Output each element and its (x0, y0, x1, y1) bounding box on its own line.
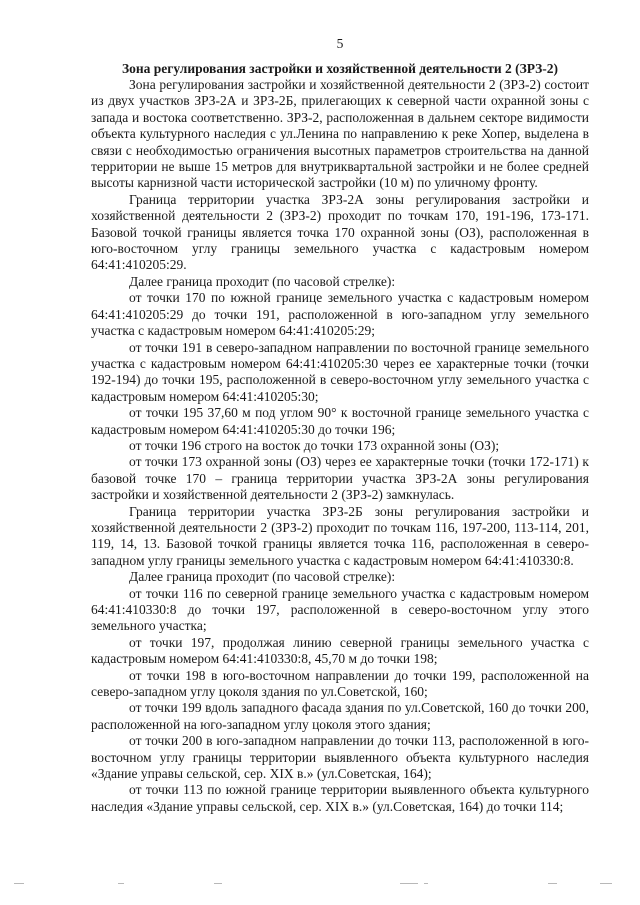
paragraph-point-113: от точки 113 по южной границе территории выявленного объекта культурного наследия «Здание управы сельской, сер. XIX в.» (ул.Советская, 164) до точки 114; (91, 782, 589, 814)
document-page (91, 36, 589, 815)
paragraph-point-170: от точки 170 по южной границе земельного участка с кадастровым номером 64:41:410205:29 до точки 191, расположенной в юго-западном углу земельного участка с кадастровым номером 64:41:410205:29; (91, 290, 589, 339)
paragraph-clockwise-note-2: Далее граница проходит (по часовой стрелке): (129, 569, 396, 585)
paragraph-point-199: от точки 199 вдоль западного фасада здания по ул.Советской, 160 до точки 200, расположенной на юго-западном углу цоколя этого здания; (91, 700, 589, 732)
scan-artifact-line (0, 878, 640, 890)
paragraph-clockwise-note: Далее граница проходит (по часовой стрелке): (129, 273, 396, 289)
paragraph-point-116: от точки 116 по северной границе земельного участка с кадастровым номером 64:41:410330:8 до точки 197, расположенной в северо-восточном углу этого земельного участка; (91, 585, 589, 634)
page-number: 5 (336, 36, 344, 51)
paragraph-point-191: от точки 191 в северо-западном направлении по восточной границе земельного участка с кадастровым номером 64:41:410205:30 через ее характерные точки (точки 192-194) до точки 195, расположенной в северо-восточном углу земельного участка с кадастровым номером 64:41:410205:30; (91, 339, 589, 404)
section-heading: Зона регулирования застройки и хозяйственной деятельности 2 (ЗРЗ-2) (121, 61, 559, 76)
paragraph-intro: Зона регулирования застройки и хозяйственной деятельности 2 (ЗРЗ-2) состоит из двух участков ЗРЗ-2А и ЗРЗ-2Б, прилегающих к северной части охранной зоны с запада и востока соответственно. ЗРЗ-2, расположенная в дальнем секторе видимости объекта культурного наследия с ул.Ленина по направлению к реке Хопер, выделена в связи с необходимостью ограничения высотных параметров строительства на данной территории не выше 15 метров для внутриквартальной застройки и не более средней высоты карнизной части исторической застройки (10 м) по уличному фронту. (91, 77, 589, 191)
paragraph-point-173: от точки 173 охранной зоны (ОЗ) через ее характерные точки (точки 172-171) к базовой точке 170 – граница территории участка ЗРЗ-2А зоны регулирования застройки и хозяйственной деятельности 2 (ЗРЗ-2) замкнулась. (91, 454, 589, 503)
paragraph-point-195: от точки 195 37,60 м под углом 90° к восточной границе земельного участка с кадастровым номером 64:41:410205:30 до точки 196; (91, 405, 589, 437)
paragraph-zrz2a-boundary: Граница территории участка ЗРЗ-2А зоны регулирования застройки и хозяйственной деятельности 2 (ЗРЗ-2) проходит по точкам 170, 191-196, 173-171. Базовой точкой границы является точка 170 охранной зоны (ОЗ), расположенная в юго-восточном углу границы земельного участка с кадастровым номером 64:41:410205:29. (91, 191, 589, 273)
paragraph-zrz2b-boundary: Граница территории участка ЗРЗ-2Б зоны регулирования застройки и хозяйственной деятельности 2 (ЗРЗ-2) проходит по точкам 116, 197-200, 113-114, 201, 119, 14, 13. Базовой точкой границы является точка 116, расположенная в северо-западном углу границы земельного участка с кадастровым номером 64:41:410330:8. (91, 503, 589, 568)
paragraph-point-198: от точки 198 в юго-восточном направлении до точки 199, расположенной на северо-западном углу цоколя здания по ул.Советской, 160; (91, 667, 589, 700)
paragraph-point-197: от точки 197, продолжая линию северной границы земельного участка с кадастровым номером 64:41:410330:8, 45,70 м до точки 198; (91, 634, 589, 667)
paragraph-point-200: от точки 200 в юго-западном направлении до точки 113, расположенной в юго-восточном углу границы территории выявленного объекта культурного наследия «Здание управы сельской, сер. XIX в.» (ул.Советская, 164); (91, 733, 589, 782)
paragraph-point-196: от точки 196 строго на восток до точки 173 охранной зоны (ОЗ); (129, 437, 500, 453)
